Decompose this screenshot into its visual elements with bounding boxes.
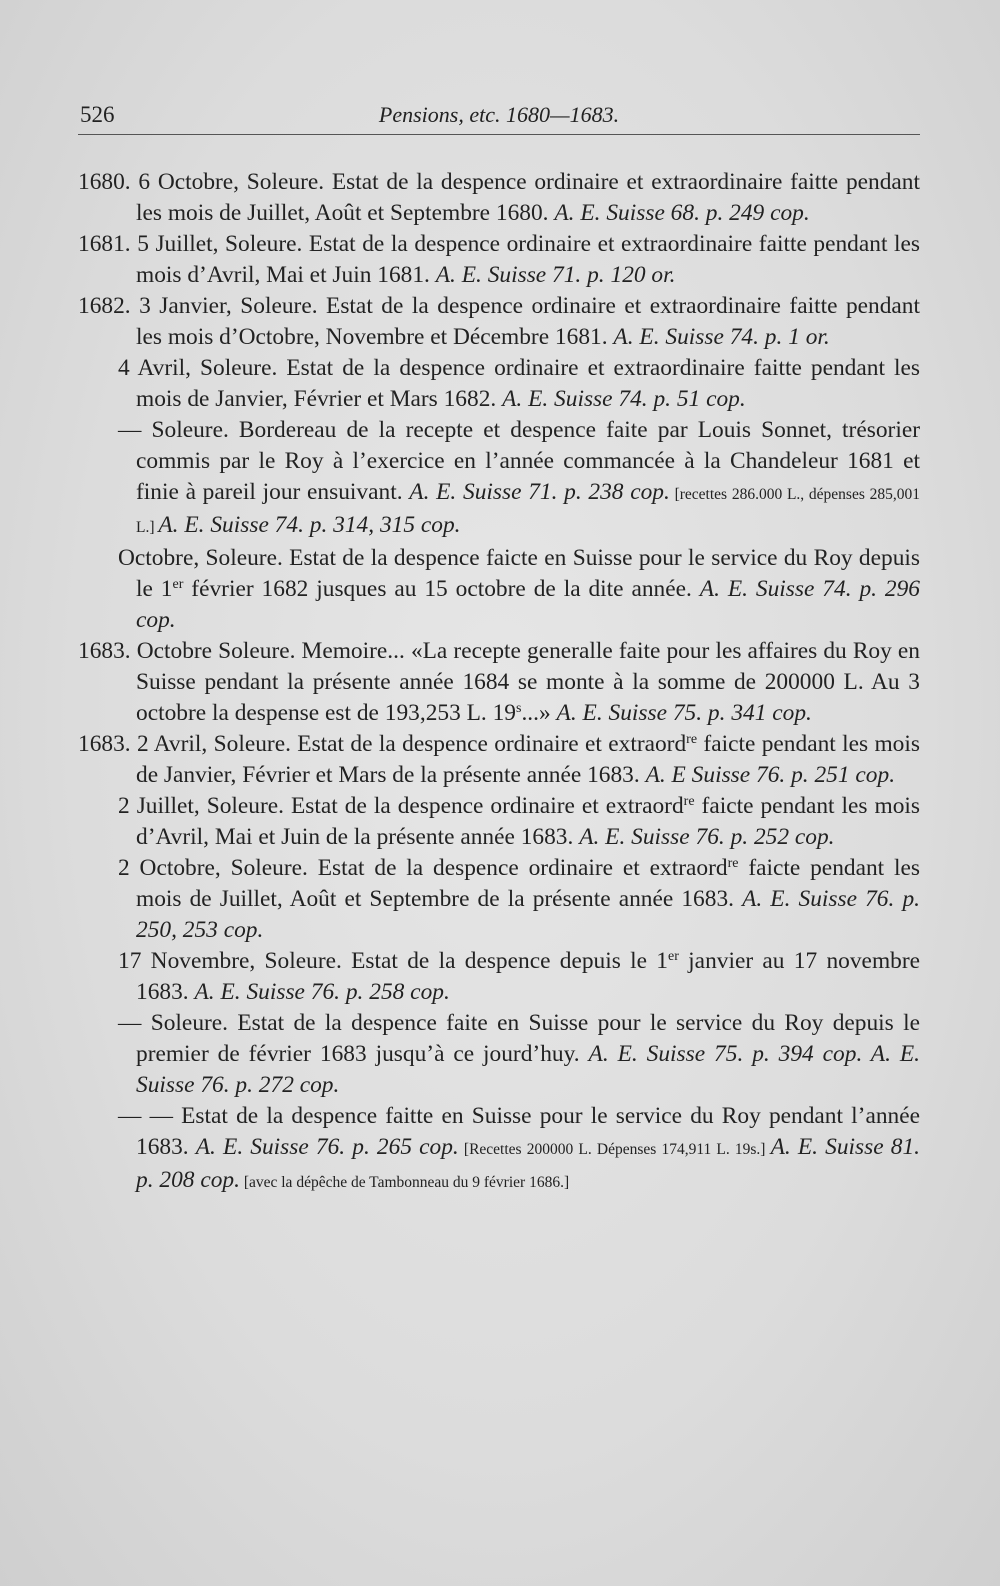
entry-text: 17 Novembre, Soleure. Estat de la despence depuis le 1 xyxy=(118,948,668,974)
entry-text: Octobre, Soleure. Estat de la despence faicte en Suisse pour le service du Roy depuis le 1 xyxy=(118,545,920,602)
entry-1683-juillet xyxy=(78,791,920,853)
entry-text: — Soleure. Bordereau de la recepte et despence faite par Louis Sonnet, trésorier commis par le Roy à l’exercice en l’année commancée à la Chandeleur 1681 et finie à pareil jour ensuivant. xyxy=(118,417,920,505)
archive-citation: A. E. Suisse 81. p. 208 cop. xyxy=(136,1134,920,1193)
entry-text: faicte pendant les mois d’Avril, Mai et Juin de la présente année 1683. xyxy=(136,793,920,850)
entry-1682-bordereau xyxy=(78,415,920,543)
bracket-note: [Recettes 200000 L. Dépenses 174,911 L. 19s.] xyxy=(458,1141,771,1158)
archive-citation: A. E. Suisse 71. p. 238 cop. xyxy=(409,479,670,505)
entry-1683-avril xyxy=(78,729,920,791)
superscript: er xyxy=(668,949,679,964)
archive-citation: A. E. Suisse 71. p. 120 or. xyxy=(435,262,676,288)
archive-citation: A. E. Suisse 75. p. 341 cop. xyxy=(556,700,812,726)
entry-text: — Soleure. Estat de la despence faite en Suisse pour le service du Roy depuis le premier de février 1683 jusqu’à ce jourd’huy. xyxy=(118,1010,920,1067)
entry-1683-novembre xyxy=(78,946,920,1008)
running-head: Pensions, etc. 1680—1683. xyxy=(378,102,620,127)
archive-citation: A. E. Suisse 76. p. 265 cop. xyxy=(195,1134,459,1160)
archive-citation: A. E. Suisse 68. p. 249 cop. xyxy=(554,200,810,226)
entry-text: 1683. Octobre Soleure. Memoire... «La recepte generalle faite pour les affaires du Roy en Suisse pendant la présente année 1684 se monte à la somme de 200000 L. Au 3 octobre la despense est de 193,253 L. 19 xyxy=(78,638,920,726)
archive-citation: A. E Suisse 76. p. 251 cop. xyxy=(645,762,896,788)
bracket-note: [recettes 286.000 L., dépenses 285,001 L.] xyxy=(136,486,920,536)
entry-text: janvier au 17 novembre 1683. xyxy=(136,948,921,1005)
page-number: 526 xyxy=(80,102,115,127)
superscript: re xyxy=(727,856,739,871)
archive-citation: A. E. Suisse 76. p. 252 cop. xyxy=(579,824,835,850)
entry-1682-avril xyxy=(78,353,920,415)
entry-1682-octobre xyxy=(78,543,920,636)
superscript: re xyxy=(683,794,695,809)
entry-text: faicte pendant les mois de Juillet, Août et Septembre de la présente année 1683. xyxy=(136,855,920,912)
entry-text: 1680. 6 Octobre, Soleure. Estat de la despence ordinaire et extraordinaire faitte pendant les mois de Juillet, Août et Septembre 1680. xyxy=(78,169,920,226)
archive-citation: A. E. Suisse 74. p. 296 cop. xyxy=(136,576,920,633)
entry-text: février 1682 jusques au 15 octobre de la dite année. xyxy=(183,576,700,602)
archive-citation: A. E. Suisse 76. p. 258 cop. xyxy=(194,979,450,1005)
entry-1682 xyxy=(78,291,920,353)
entry-text: — — Estat de la despence faitte en Suisse pour le service du Roy pendant l’année 1683. xyxy=(118,1103,920,1160)
archive-citation: A. E. Suisse 75. p. 394 cop. A. E. Suisse 76. p. 272 cop. xyxy=(136,1041,920,1098)
archive-citation: A. E. Suisse 76. p. 250, 253 cop. xyxy=(136,886,920,943)
entry-1683-annee xyxy=(78,1101,920,1198)
entry-text: ...» xyxy=(521,700,557,726)
entry-1681 xyxy=(78,229,920,291)
entry-text: 2 Juillet, Soleure. Estat de la despence ordinaire et extraord xyxy=(118,793,684,819)
bracket-note: [avec la dépêche de Tambonneau du 9 février 1686.] xyxy=(239,1174,570,1191)
entry-1683-memoire xyxy=(78,636,920,729)
archive-citation: A. E. Suisse 74. p. 314, 315 cop. xyxy=(158,512,461,538)
entry-text: 2 Octobre, Soleure. Estat de la despence ordinaire et extraord xyxy=(118,855,728,881)
entry-1680 xyxy=(78,167,920,229)
superscript: er xyxy=(172,577,184,592)
entries-list xyxy=(78,167,920,1198)
superscript: re xyxy=(686,732,698,747)
archive-citation: A. E. Suisse 74. p. 1 or. xyxy=(613,324,830,350)
entry-1683-soleure xyxy=(78,1008,920,1101)
page-header xyxy=(78,100,920,135)
entry-text: faicte pendant les mois de Janvier, Février et Mars de la présente année 1683. xyxy=(136,731,920,788)
entry-1683-octobre xyxy=(78,853,920,946)
archive-citation: A. E. Suisse 74. p. 51 cop. xyxy=(502,386,746,412)
entry-text: 1682. 3 Janvier, Soleure. Estat de la despence ordinaire et extraordinaire faitte pendant les mois d’Octobre, Novembre et Décembre 1681. xyxy=(78,293,920,350)
entry-text: 1681. 5 Juillet, Soleure. Estat de la despence ordinaire et extraordinaire faitte pendant les mois d’Avril, Mai et Juin 1681. xyxy=(78,231,920,288)
entry-text: 4 Avril, Soleure. Estat de la despence ordinaire et extraordinaire faitte pendant les mois de Janvier, Février et Mars 1682. xyxy=(118,355,920,412)
entry-text: 1683. 2 Avril, Soleure. Estat de la despence ordinaire et extraord xyxy=(78,731,687,757)
superscript: s xyxy=(516,701,522,716)
